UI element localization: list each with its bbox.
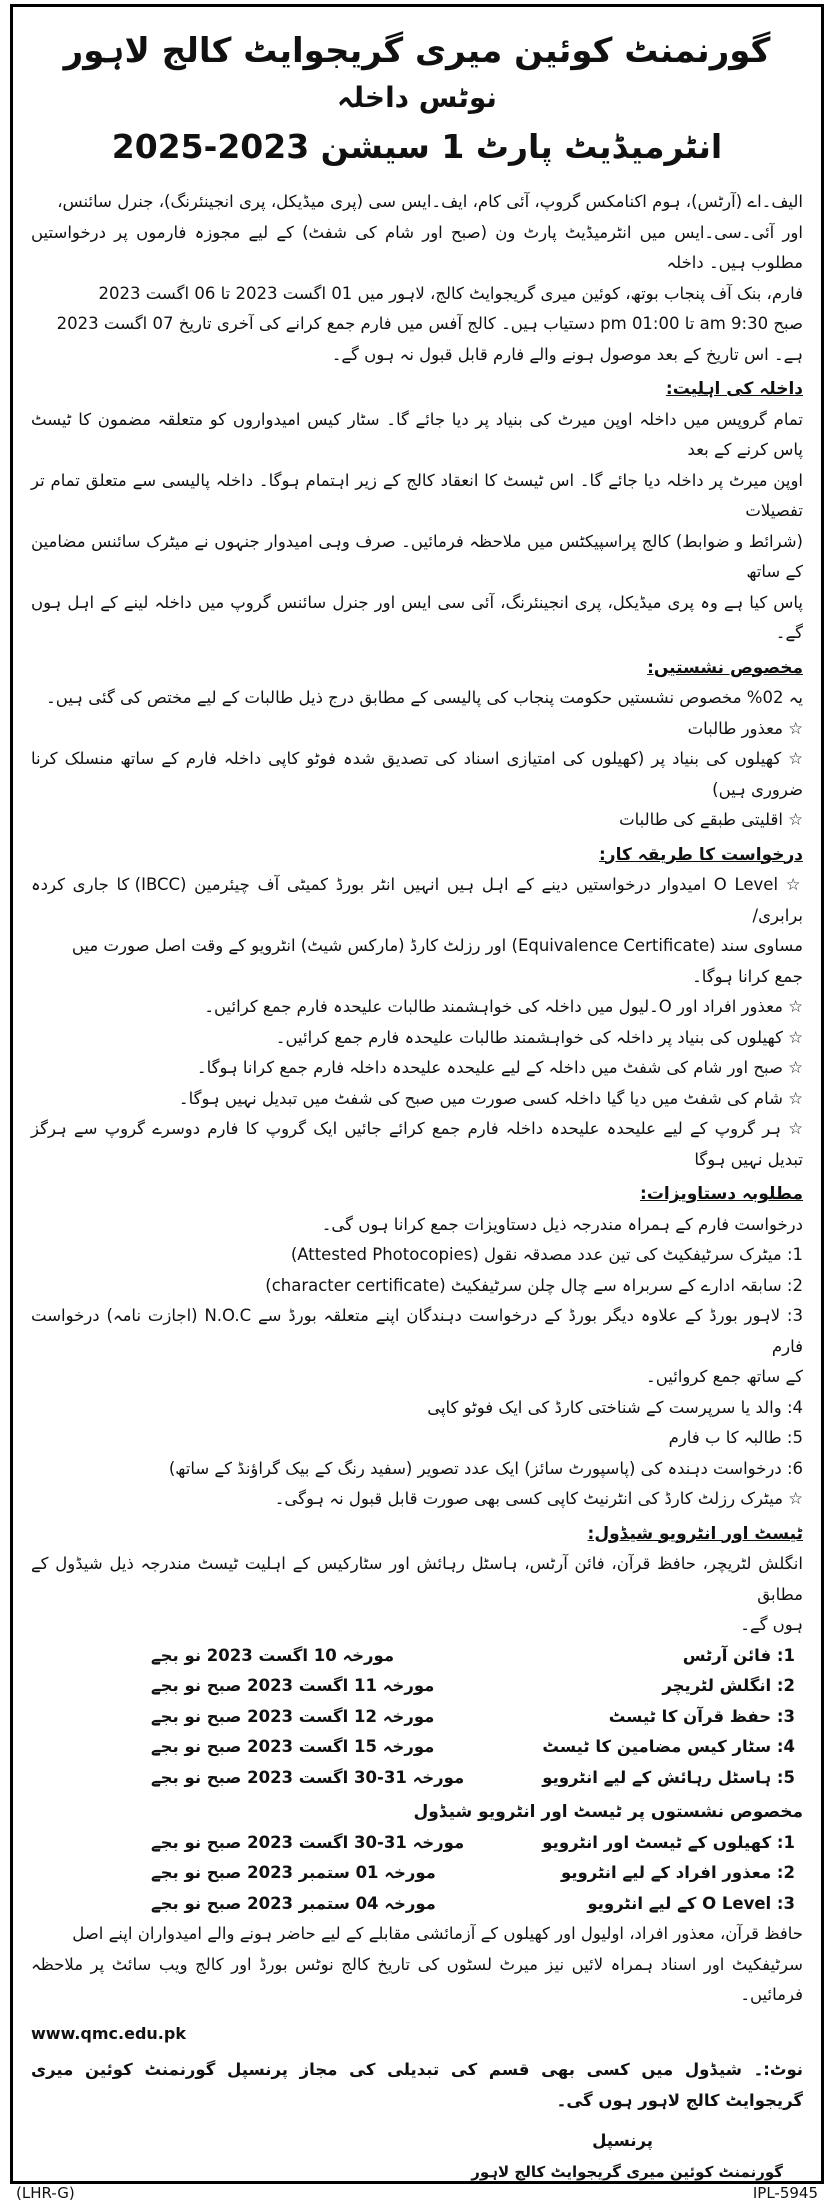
- schedule-intro-line: انگلش لٹریچر، حافظ قرآن، فائن آرٹس، ہاسٹل رہائش اور سٹارکیس کے اہلیت ٹیسٹ مندرجہ ذیل شیڈول کے مطابق: [31, 1554, 803, 1604]
- eligibility-line: پاس کیا ہے وہ پری میڈیکل، پری انجینئرنگ، آئی سی ایس اور جنرل سائنس گروپ میں داخلہ لینے کے اہل ہوں گے۔: [31, 592, 803, 642]
- special-schedule-label: 1: کھیلوں کے ٹیسٹ اور انٹرویو: [542, 1832, 795, 1852]
- intro-line: صبح 9:30 am تا 01:00 pm دستیاب ہیں۔ کالج آفس میں فارم جمع کرانے کی آخری تاریخ 07 اگست 2023: [56, 314, 803, 333]
- notice-page: [10, 4, 824, 2184]
- eligibility-line: تمام گروپس میں داخلہ اوپن میرٹ کی بنیاد پر دیا جائے گا۔ سٹار کیس امیدواروں کو متعلقہ مضمون کا ٹیسٹ پاس کرنے کے بعد: [31, 409, 803, 459]
- procedure-heading: درخواست کا طریقہ کار:: [598, 844, 803, 865]
- schedule-row-date: مورخہ 31-30 اگست 2023 صبح نو بجے: [151, 1767, 465, 1787]
- documents-line: درخواست فارم کے ہمراہ مندرجہ ذیل دستاویزات جمع کرانا ہوں گی۔: [321, 1214, 803, 1234]
- documents-line: 2: سابقہ ادارے کے سربراہ سے چال چلن سرٹیفکیٹ (character certificate): [265, 1275, 803, 1295]
- schedule-row-date: مورخہ 12 اگست 2023 صبح نو بجے: [151, 1706, 435, 1726]
- schedule-row-label: 3: حفظ قرآن کا ٹیسٹ: [608, 1706, 795, 1726]
- procedure-line: ☆ صبح اور شام کی شفٹ میں داخلہ کے لیے علیحدہ علیحدہ داخلہ فارم جمع کرانا ہوگا۔: [196, 1058, 803, 1077]
- procedure-line: ☆ معذور افراد اور O۔لیول میں داخلہ کی خواہشمند طالبات علیحدہ فارم جمع کرائیں۔: [204, 997, 803, 1016]
- schedule-row: [31, 1702, 803, 1733]
- schedule-row-label: 4: سٹار کیس مضامین کا ٹیسٹ: [542, 1737, 795, 1756]
- documents-line: کے ساتھ جمع کروائیں۔: [646, 1367, 803, 1386]
- procedure-line: مساوی سند (Equivalence Certificate) اور رزلٹ کارڈ (مارکس شیٹ) انٹرویو کے وقت اصل صورت میں: [71, 936, 803, 955]
- special-schedule-row: [31, 1858, 803, 1889]
- footer-right-code: IPL-5945: [752, 2184, 818, 2202]
- eligibility-line: (شرائط و ضوابط) کالج پراسپیکٹس میں ملاحظہ فرمائیں۔ صرف وہی امیدوار جنہوں نے میٹرک سائنس مضامین کے ساتھ: [31, 531, 803, 581]
- special-schedule-date: مورخہ 04 ستمبر 2023 صبح نو بجے: [151, 1893, 436, 1913]
- special-schedule-row: [31, 1828, 803, 1859]
- procedure-line: ☆ کھیلوں کی بنیاد پر داخلہ کی خواہشمند طالبات علیحدہ فارم جمع کرائیں۔: [275, 1027, 803, 1047]
- reserved-line: ☆ اقلیتی طبقے کی طالبات: [619, 810, 803, 829]
- schedule-row: [31, 1732, 803, 1763]
- schedule-row-label: 5: ہاسٹل رہائش کے لیے انٹرویو: [542, 1767, 795, 1787]
- intro-line: اور آئی۔سی۔ایس میں انٹرمیڈیٹ پارٹ ون (صبح اور شام کی شفٹ) کے لیے مجوزہ فارموں پر درخواستیں مطلوب ہیں۔ داخلہ: [31, 222, 803, 272]
- documents-line: 1: میٹرک سرٹیفکیٹ کی تین عدد مصدقہ نقول (Attested Photocopies): [290, 1245, 803, 1264]
- signature-college: گورنمنٹ کوئین میری گریجوایٹ کالج لاہور: [471, 2162, 783, 2181]
- schedule-intro-line: ہوں گے۔: [740, 1615, 803, 1634]
- eligibility-line: اوپن میرٹ پر داخلہ دیا جائے گا۔ اس ٹیسٹ کا انعقاد کالج کے زیر اہتمام ہوگا۔ داخلہ پالیسی سے متعلق تمام تر تفصیلات: [31, 470, 803, 520]
- documents-line: 4: والد یا سرپرست کے شناختی کارڈ کی ایک فوٹو کاپی: [427, 1397, 803, 1417]
- procedure-line: ☆ ہر گروپ کے لیے علیحدہ علیحدہ داخلہ فارم جمع کرائے جائیں ایک گروپ کا فارم دوسرے گروپ سے ہرگز تبدیل نہیں ہوگا: [31, 1119, 803, 1169]
- session-title: انٹرمیڈیٹ پارٹ 1 سیشن 2023-2025: [111, 127, 723, 166]
- reserved-line: یہ 02% مخصوص نشستیں حکومت پنجاب کی پالیسی کے مطابق درج ذیل طالبات کے لیے مختص کی گئی ہیں۔: [46, 688, 803, 707]
- signature-title: پرنسپل: [592, 2131, 653, 2150]
- schedule-heading: ٹیسٹ اور انٹرویو شیڈول:: [587, 1523, 803, 1544]
- schedule-row-date: مورخہ 10 اگست 2023 نو بجے: [151, 1645, 395, 1665]
- intro-paragraph: [31, 187, 803, 370]
- schedule-row-date: مورخہ 11 اگست 2023 صبح نو بجے: [151, 1676, 435, 1695]
- intro-line: ہے۔ اس تاریخ کے بعد موصول ہونے والے فارم قابل قبول نہ ہوں گے۔: [331, 344, 803, 364]
- special-schedule-date: مورخہ 01 ستمبر 2023 صبح نو بجے: [151, 1863, 436, 1882]
- college-title: گورنمنٹ کوئین میری گریجوایٹ کالج لاہور: [63, 31, 771, 71]
- schedule-row: [31, 1763, 803, 1794]
- special-schedule-label: 3: O Level کے لیے انٹرویو: [587, 1893, 795, 1913]
- eligibility-heading: داخلہ کی اہلیت:: [665, 379, 803, 399]
- schedule-row: [31, 1671, 803, 1702]
- special-schedule-heading: مخصوص نشستوں پر ٹیسٹ اور انٹرویو شیڈول: [413, 1802, 803, 1822]
- page-footer: [10, 2184, 824, 2204]
- reserved-line: ☆ کھیلوں کی بنیاد پر (کھیلوں کی امتیازی اسناد کی تصدیق شدہ فوٹو کاپی داخلہ فارم کے ساتھ منسلک کرنا ضروری ہیں): [31, 749, 803, 799]
- notice-header: [13, 29, 821, 169]
- documents-line: 6: درخواست دہندہ کی (پاسپورٹ سائز) ایک عدد تصویر (سفید رنگ کے بیک گراؤنڈ کے ساتھ): [168, 1458, 803, 1478]
- notice-title: نوٹس داخلہ: [337, 81, 497, 114]
- note-line: نوٹ:۔ شیڈول میں کسی بھی قسم کی تبدیلی کی مجاز پرنسپل گورنمنٹ کوئین میری گریجوایٹ کالج لاہور ہوں گی۔: [31, 2060, 803, 2110]
- reserved-line: ☆ معذور طالبات: [687, 718, 803, 738]
- closing-line: سرٹیفکیٹ اور اسناد ہمراہ لائیں نیز میرٹ لسٹوں کی تاریخ کالج نوٹس بورڈ اور کالج ویب سائٹ پر ملاحظہ فرمائیں۔: [31, 1954, 803, 2004]
- special-schedule-date: مورخہ 31-30 اگست 2023 صبح نو بجے: [151, 1832, 465, 1852]
- schedule-row: [31, 1641, 803, 1672]
- special-schedule-label: 2: معذور افراد کے لیے انٹرویو: [561, 1863, 795, 1882]
- procedure-line: جمع کرانا ہوگا۔: [692, 966, 803, 986]
- procedure-line: ☆ شام کی شفٹ میں دیا گیا داخلہ کسی صورت میں صبح کی شفٹ میں تبدیل نہیں ہوگا۔: [178, 1088, 803, 1108]
- documents-heading: مطلوبہ دستاویزات:: [640, 1184, 803, 1204]
- closing-line: حافظ قرآن، معذور افراد، اولیول اور کھیلوں کے آزمائشی مقابلے کے لیے حاضر ہونے والے امیدواران اپنے اصل: [72, 1924, 803, 1943]
- footer-left-code: (LHR-G): [16, 2184, 75, 2202]
- documents-line: 5: طالبہ کا ب فارم: [668, 1428, 803, 1447]
- schedule-row-label: 1: فائن آرٹس: [682, 1645, 795, 1665]
- website-link[interactable]: www.qmc.edu.pk: [31, 2023, 186, 2043]
- reserved-heading: مخصوص نشستیں:: [647, 657, 803, 678]
- schedule-row-date: مورخہ 15 اگست 2023 صبح نو بجے: [151, 1737, 435, 1756]
- special-schedule-row: [31, 1889, 803, 1920]
- intro-line: فارم، بنک آف پنجاب بوتھ، کوئین میری گریجوایٹ کالج، لاہور میں 01 اگست 2023 تا 06 اگست 2023: [98, 283, 803, 303]
- schedule-row-label: 2: انگلش لٹریچر: [662, 1676, 795, 1695]
- documents-line: ☆ میٹرک رزلٹ کارڈ کی انٹرنیٹ کاپی کسی بھی صورت قابل قبول نہ ہوگی۔: [274, 1489, 803, 1508]
- procedure-line: ☆ O Level امیدوار درخواستیں دینے کے اہل ہیں انہیں انٹر بورڈ کمیٹی آف چیئرمین (IBCC) کا جاری کردہ برابری/: [31, 875, 803, 925]
- documents-line: 3: لاہور بورڈ کے علاوہ دیگر بورڈ کے درخواست دہندگان اپنے متعلقہ بورڈ سے N.O.C (اجازت نامہ) درخواست فارم: [31, 1306, 803, 1356]
- intro-line: الیف۔اے (آرٹس)، ہوم اکنامکس گروپ، آئی کام، ایف۔ایس سی (پری میڈیکل، پری انجینئرنگ)، جنرل سائنس،: [57, 192, 803, 211]
- notice-body: [13, 187, 821, 2187]
